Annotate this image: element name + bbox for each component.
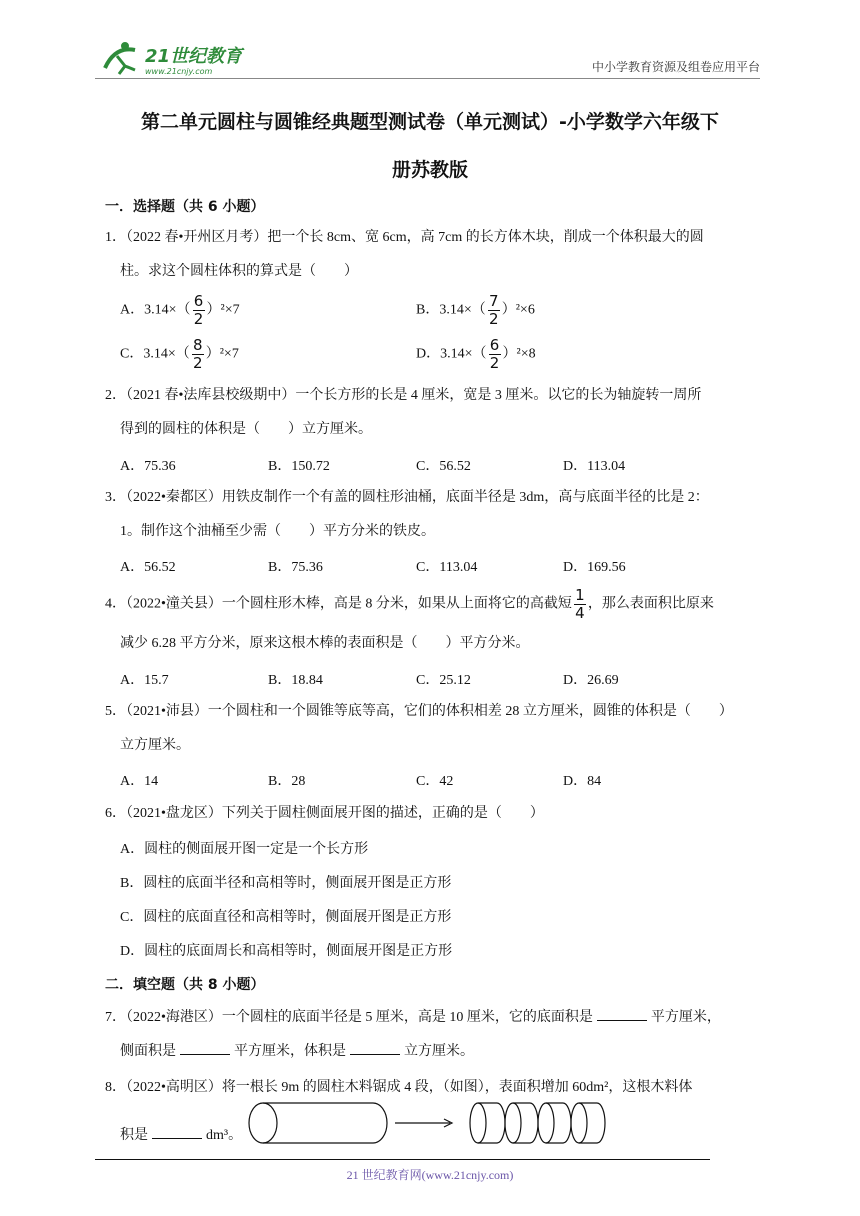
q3-line-2: 1。制作这个油桶至少需（ ）平方分米的铁皮。 bbox=[120, 524, 435, 539]
q8-blank[interactable] bbox=[152, 1126, 202, 1139]
q6-line-1: 6．（2021•盘龙区）下列关于圆柱侧面展开图的描述，正确的是（ ） bbox=[105, 806, 544, 821]
q6-option-b: B．圆柱的底面半径和高相等时，侧面展开图是正方形 bbox=[120, 876, 452, 891]
q8-line-2: 积是 dm³。 bbox=[120, 1128, 243, 1143]
q2-option-a: A．75.36 bbox=[120, 459, 176, 474]
q7-line-1: 7．（2022•海港区）一个圆柱的底面半径是 5 厘米，高是 10 厘米，它的底面积是 平方厘米， bbox=[105, 1010, 721, 1025]
title-line-2: 册苏教版 bbox=[391, 159, 468, 181]
title-line-1: 第二单元圆柱与圆锥经典题型测试卷（单元测试）-小学数学六年级下 bbox=[141, 111, 719, 133]
header-divider bbox=[95, 78, 760, 79]
q2-line-1: 2．（2021 春•法库县校级期中）一个长方形的长是 4 厘米，宽是 3 厘米。以它的长为轴旋转一周所 bbox=[105, 388, 702, 403]
site-logo bbox=[95, 38, 255, 78]
platform-label: 中小学教育资源及组卷应用平台 bbox=[591, 60, 760, 74]
section-heading-choice: 一．选择题（共 6 小题） bbox=[105, 199, 265, 215]
q1-line-1: 1．（2022 春•开州区月考）把一个长 8cm、宽 6cm，高 7cm 的长方体木块，削成一个体积最大的圆 bbox=[105, 230, 704, 245]
q5-option-c: C．42 bbox=[416, 774, 454, 789]
q6-option-c: C．圆柱的底面直径和高相等时，侧面展开图是正方形 bbox=[120, 910, 452, 925]
q1-line-2: 柱。求这个圆柱体积的算式是（ ） bbox=[120, 264, 358, 279]
q5-line-2: 立方厘米。 bbox=[120, 738, 190, 753]
q3-option-a: A．56.52 bbox=[120, 560, 176, 575]
q4-option-d: D．26.69 bbox=[563, 673, 619, 688]
q6-option-a: A．圆柱的侧面展开图一定是一个长方形 bbox=[120, 842, 369, 857]
q2-line-2: 得到的圆柱的体积是（ ）立方厘米。 bbox=[120, 422, 372, 437]
q7-blank-3[interactable] bbox=[350, 1042, 400, 1055]
q7-blank-2[interactable] bbox=[180, 1042, 230, 1055]
q4-option-c: C．25.12 bbox=[416, 673, 471, 688]
q2-option-d: D．113.04 bbox=[563, 459, 626, 474]
q5-option-b: B．28 bbox=[268, 774, 306, 789]
logo-url: www.21cnjy.com bbox=[145, 67, 213, 76]
page-title bbox=[90, 98, 770, 194]
section-heading-fill: 二．填空题（共 8 小题） bbox=[105, 977, 265, 993]
q8-line-1: 8．（2022•高明区）将一根长 9m 的圆柱木料锯成 4 段，（如图），表面积增加 60dm²，这根木料体 bbox=[105, 1080, 693, 1095]
footer-divider bbox=[95, 1159, 710, 1160]
q5-option-a: A．14 bbox=[120, 774, 159, 789]
q3-option-c: C．113.04 bbox=[416, 560, 478, 575]
q3-option-b: B．75.36 bbox=[268, 560, 323, 575]
q1-option-a: A．3.14×（ $\frac{6}{2}$ ）²×7 bbox=[120, 292, 240, 328]
q7-blank-1[interactable] bbox=[597, 1008, 647, 1021]
q7-line-2: 侧面积是 平方厘米，体积是 立方厘米。 bbox=[120, 1044, 474, 1059]
q4-option-b: B．18.84 bbox=[268, 673, 323, 688]
q1-option-d: D．3.14×（ $\frac{6}{2}$ ）²×8 bbox=[416, 336, 536, 372]
q3-option-d: D．169.56 bbox=[563, 560, 626, 575]
logo-text: 21世纪教育 bbox=[145, 46, 243, 67]
footer-text: 21 世纪教育网(www.21cnjy.com) bbox=[346, 1168, 514, 1182]
q8-cylinder-figure bbox=[245, 1100, 615, 1151]
q3-line-1: 3．（2022•秦都区）用铁皮制作一个有盖的圆柱形油桶，底面半径是 3dm，高与底面半径的比是 2： bbox=[105, 490, 709, 505]
q1-option-c: C．3.14×（ $\frac{8}{2}$ ）²×7 bbox=[120, 336, 239, 372]
q4-option-a: A．15.7 bbox=[120, 673, 169, 688]
q5-option-d: D．84 bbox=[563, 774, 602, 789]
q4-line-1: 4．（2022•潼关县）一个圆柱形木棒，高是 8 分米，如果从上面将它的高截短 $\frac{1}{4}$ ，那么表面积比原来 bbox=[105, 586, 714, 622]
q2-option-c: C．56.52 bbox=[416, 459, 471, 474]
q1-option-b: B．3.14×（ $\frac{7}{2}$ ）²×6 bbox=[416, 292, 535, 328]
q2-option-b: B．150.72 bbox=[268, 459, 330, 474]
q6-option-d: D．圆柱的底面周长和高相等时，侧面展开图是正方形 bbox=[120, 944, 453, 959]
q5-line-1: 5．（2021•沛县）一个圆柱和一个圆锥等底等高，它们的体积相差 28 立方厘米，圆锥的体积是（ ） bbox=[105, 704, 733, 719]
q4-line-2: 减少 6.28 平方分米，原来这根木棒的表面积是（ ）平方分米。 bbox=[120, 636, 530, 651]
